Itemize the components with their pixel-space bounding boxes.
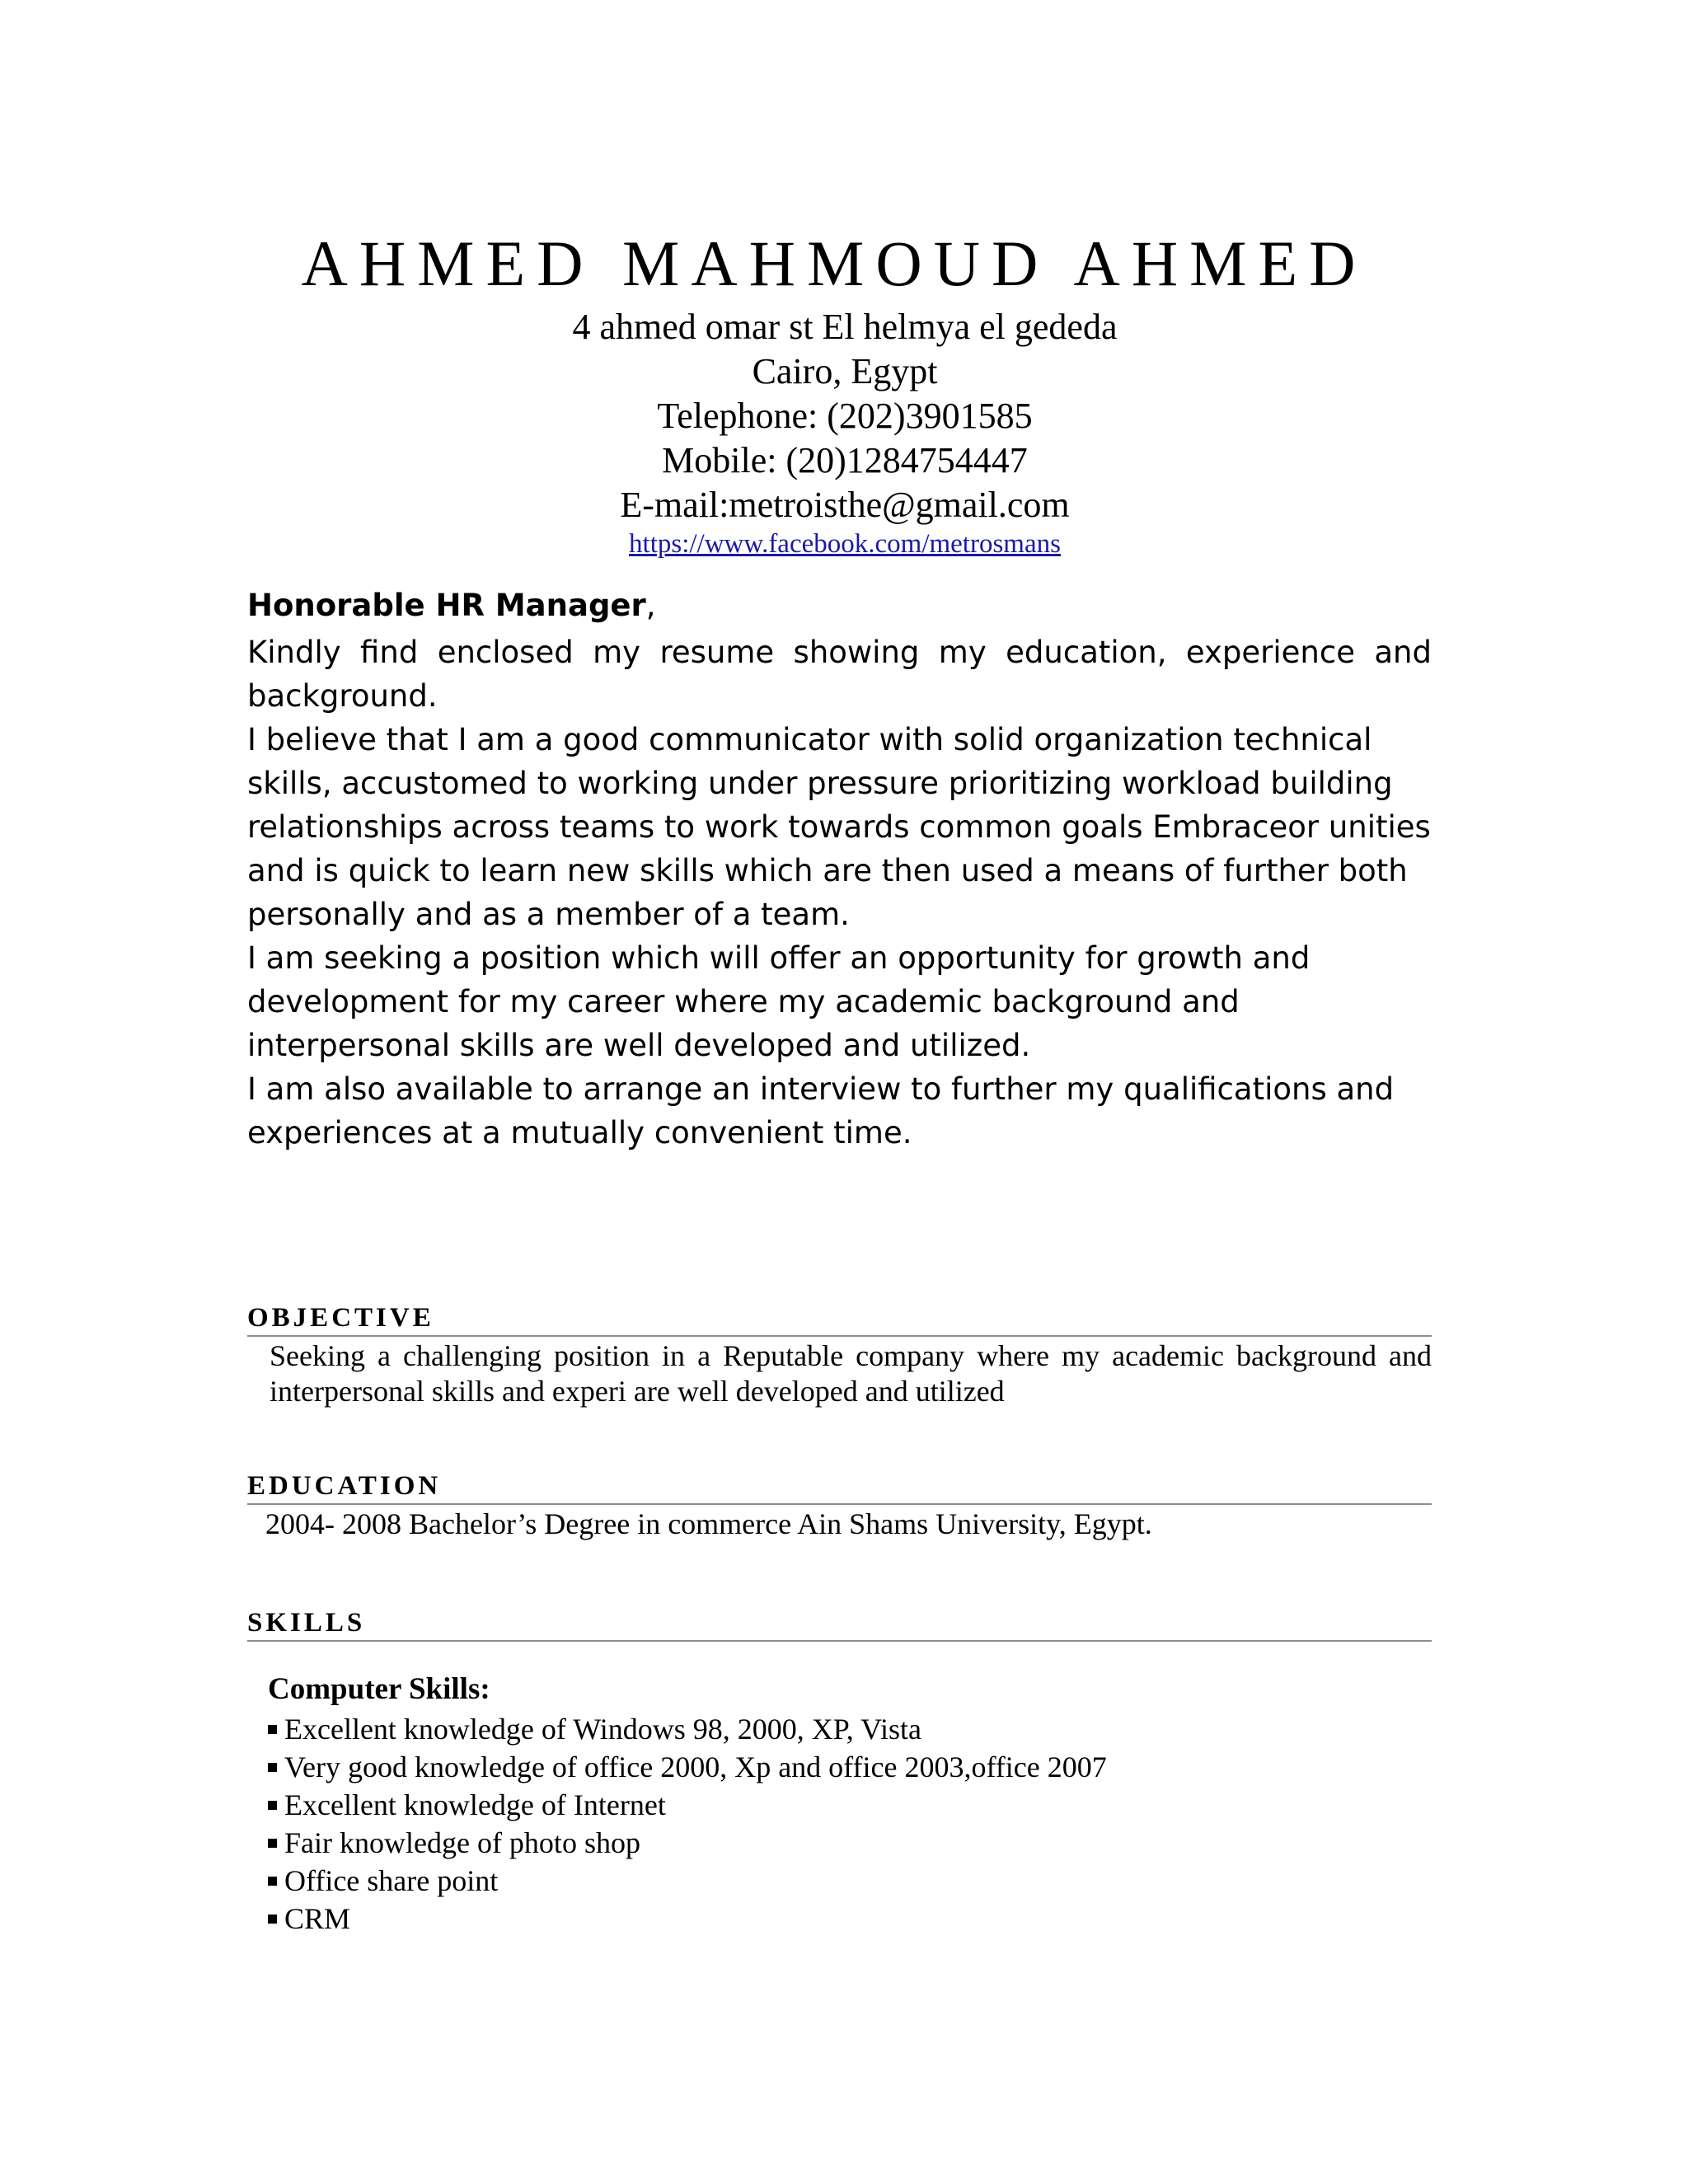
resume-header xyxy=(247,223,1442,560)
skill-text: Excellent knowledge of Windows 98, 2000, XP, Vista xyxy=(284,1713,921,1746)
email: E-mail:metroisthe@gmail.com xyxy=(620,485,1070,525)
skill-text: Excellent knowledge of Internet xyxy=(284,1788,666,1821)
skill-text: Office share point xyxy=(284,1864,499,1897)
square-bullet-icon xyxy=(268,1915,277,1924)
education-text: 2004- 2008 Bachelor’s Degree in commerce Ain Shams University, Egypt. xyxy=(265,1507,1152,1540)
greeting xyxy=(247,581,1432,630)
education-section xyxy=(247,1470,1432,1542)
skills-section xyxy=(247,1607,1432,1938)
mobile: Mobile: (20)1284754447 xyxy=(662,440,1028,480)
skills-title: SKILLS xyxy=(247,1607,1432,1642)
letter-paragraph-4: I am also available to arrange an interview to further my qualifications and experiences at a mutually convenient time. xyxy=(247,1071,1395,1151)
letter-paragraph-3: I am seeking a position which will offer an opportunity for growth and development for my career where my academic background and interpersonal skills are well developed and utilized. xyxy=(247,940,1311,1063)
greeting-punctuation: , xyxy=(645,588,656,623)
list-item xyxy=(268,1900,1432,1938)
address-line-2: Cairo, Egypt xyxy=(752,351,938,391)
telephone: Telephone: (202)3901585 xyxy=(657,396,1033,436)
computer-skills-heading: Computer Skills: xyxy=(268,1672,490,1706)
computer-skills-list xyxy=(268,1710,1432,1938)
square-bullet-icon xyxy=(268,1763,277,1772)
list-item xyxy=(268,1786,1432,1824)
greeting-text: Honorable HR Manager xyxy=(247,588,646,623)
square-bullet-icon xyxy=(268,1877,277,1886)
objective-text: Seeking a challenging position in a Reputable company where my academic background and interpersonal skills and experi are well developed and utilized xyxy=(270,1339,1432,1408)
skill-text: CRM xyxy=(284,1902,351,1935)
letter-paragraph-1: Kindly find enclosed my resume showing my education, experience and background. xyxy=(247,635,1432,714)
list-item xyxy=(268,1824,1432,1862)
list-item xyxy=(268,1862,1432,1900)
applicant-name: AHMED MAHMOUD AHMED xyxy=(301,227,1367,299)
skill-text: Fair knowledge of photo shop xyxy=(284,1826,640,1859)
letter-paragraph-2: I believe that I am a good communicator with solid organization technical skills, accustomed to working under pressure prioritizing workload building relationships across teams to work towards common goals Embraceor unities and is quick to learn new skills which are then used a means of further both personally and as a member of a team. xyxy=(247,722,1431,932)
square-bullet-icon xyxy=(268,1801,277,1810)
cover-letter xyxy=(247,581,1432,1155)
education-title: EDUCATION xyxy=(247,1470,1432,1505)
address-line-1: 4 ahmed omar st El helmya el gededa xyxy=(572,307,1118,347)
facebook-link[interactable]: https://www.facebook.com/metrosmans xyxy=(629,529,1061,559)
list-item xyxy=(268,1748,1432,1786)
square-bullet-icon xyxy=(268,1839,277,1848)
objective-title: OBJECTIVE xyxy=(247,1302,1432,1337)
square-bullet-icon xyxy=(268,1725,277,1734)
objective-section xyxy=(247,1302,1432,1409)
skill-text: Very good knowledge of office 2000, Xp and office 2003,office 2007 xyxy=(284,1750,1107,1783)
list-item xyxy=(268,1710,1432,1748)
